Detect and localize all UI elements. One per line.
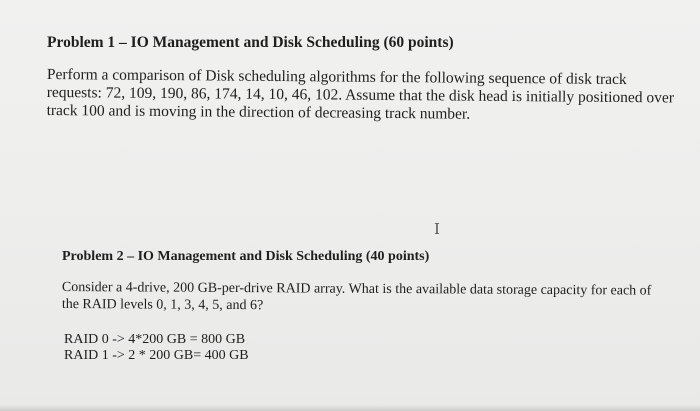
problem1-title: Problem 1 – IO Management and Disk Scheduling (60 points) — [47, 34, 454, 51]
raid0-answer: RAID 0 -> 4*200 GB = 800 GB — [64, 332, 246, 347]
problem1-text: Perform a comparison of Disk scheduling algorithms for the following sequence of disk track requests: 72, 109, 190, 86, 174, 14, 10, 46, 102. Assume that the disk head is initially positioned over track 100 and is moving in the direction of decreasing track number. — [46, 66, 675, 123]
problem2-title: Problem 2 – IO Management and Disk Scheduling (40 points) — [62, 249, 430, 264]
photo-edge-shadow — [0, 405, 700, 411]
problem2-text: Consider a 4-drive, 200 GB-per-drive RAID array. What is the available data storage capacity for each of the RAID levels 0, 1, 3, 4, 5, and 6? — [61, 279, 652, 314]
raid1-answer: RAID 1 -> 2 * 200 GB= 400 GB — [64, 348, 249, 363]
text-cursor-icon: I — [434, 220, 440, 238]
